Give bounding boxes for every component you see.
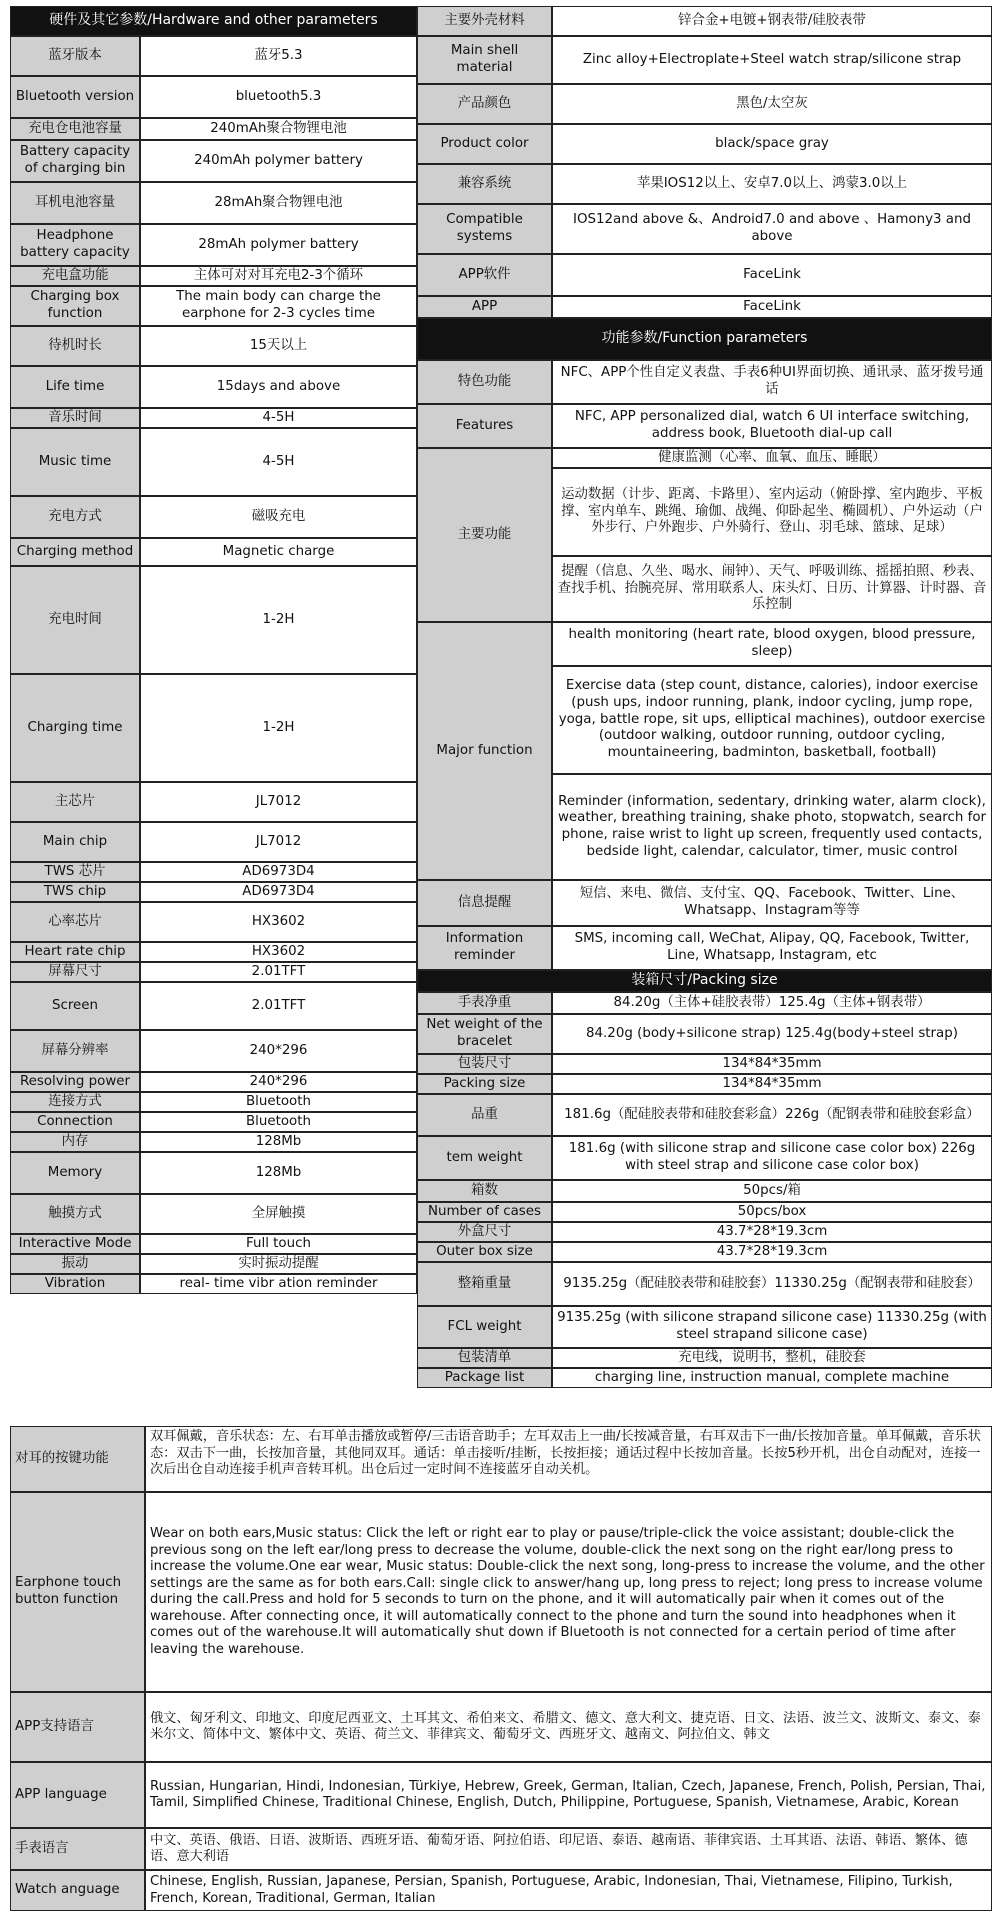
hw-label-23: Screen xyxy=(10,982,140,1030)
hw-label-32: 振动 xyxy=(10,1254,140,1274)
pack-label-12: 包装清单 xyxy=(417,1348,552,1368)
hw-label-6: 充电盒功能 xyxy=(10,266,140,286)
hw-label-12: 充电方式 xyxy=(10,496,140,538)
hw-label-10: 音乐时间 xyxy=(10,408,140,428)
hw-value-32: 实时振动提醒 xyxy=(140,1254,417,1274)
watch-language-value-en: Chinese, English, Russian, Japanese, Persian, Spanish, Portuguese, Arabic, Indonesian, Thai, Vietnamese, Filipino, Turkish, French, Korean, Traditional, German, Italian xyxy=(145,1870,992,1911)
watch-language-label-en: Watch anguage xyxy=(10,1870,145,1911)
pack-value-3: 134*84*35mm xyxy=(552,1074,992,1094)
hw-value-14: 1-2H xyxy=(140,566,417,674)
major-function-en-reminder: Reminder (information, sedentary, drinking water, alarm clock), weather, breathing training, shake photo, stopwatch, search for phone, raise wrist to light up screen, frequently used contacts, bedside light, calendar, calculator, timer, music control xyxy=(552,774,992,880)
hw-label-14: 充电时间 xyxy=(10,566,140,674)
major-function-en-health: health monitoring (heart rate, blood oxygen, blood pressure, sleep) xyxy=(552,622,992,666)
earphone-function-value-cn: 双耳佩戴，音乐状态：左、右耳单击播放或暂停/三击语音助手；左耳双击上一曲/长按减音量，右耳双击下一曲/长按加音量。单耳佩戴，音乐状态：双击下一曲，长按加音量，其他同双耳。通话：单击接听/挂断，长按拒接；通话过程中长按加音量。长按5秒开机，出仓自动配对，连接一次后出仓自动连接手机声音转耳机。出仓后过一定时间不连接蓝牙自动关机。 xyxy=(145,1426,992,1492)
hw-label-16: 主芯片 xyxy=(10,782,140,822)
pack-label-6: 箱数 xyxy=(417,1180,552,1202)
hw-label-22: 屏幕尺寸 xyxy=(10,962,140,982)
hw-value-30: 全屏触摸 xyxy=(140,1194,417,1234)
major-function-cn-sport: 运动数据（计步、距离、卡路里）、室内运动（俯卧撑、室内跑步、平板撑、室内单车、跳绳、瑜伽、战绳、仰卧起坐、椭圆机）、户外运动（户外步行、户外跑步、户外骑行、登山、羽毛球、篮球、足球） xyxy=(552,468,992,556)
hw-value-24: 240*296 xyxy=(140,1030,417,1072)
pack-label-9: Outer box size xyxy=(417,1242,552,1262)
earphone-function-value-en: Wear on both ears,Music status: Click the left or right ear to play or pause/triple-click the voice assistant; double-click the previous song on the left ear/long press to decrease the volume, double-click the next song on the right ear/long press to increase the volume.One ear wear, Music status: Double-click the next song, long-press to increase the volume, and the other settings are the same as for both ears.Call: single click to answer/hang up, long press to reject; long press to increase volume during the call.Press and hold for 5 seconds to turn on the phone, and it will automatically pair when it comes out of the warehouse. After connecting once, it will automatically connect to the phone and turn the sound into headphones when it comes out of the warehouse.It will automatically shut down if Bluetooth is not connected for a certain period of time after leaving the warehouse. xyxy=(145,1492,992,1692)
major-function-cn-health: 健康监测（心率、血氧、血压、睡眠） xyxy=(552,448,992,468)
hw-label-5: Headphone battery capacity xyxy=(10,224,140,266)
hw-label-3: Battery capacity of charging bin xyxy=(10,140,140,182)
hw-label-0: 蓝牙版本 xyxy=(10,36,140,76)
pack-label-8: 外盒尺寸 xyxy=(417,1222,552,1242)
compat-value-cn: 苹果IOS12以上、安卓7.0以上、鸿蒙3.0以上 xyxy=(552,164,992,204)
hw-label-4: 耳机电池容量 xyxy=(10,182,140,224)
app-language-value-en: Russian, Hungarian, Hindi, Indonesian, Türkiye, Hebrew, Greek, German, Italian, Czech, Japanese, French, Polish, Persian, Thai, Tamil, Simplified Chinese, Traditional Chinese, English, Dutch, Philippine, Portuguese, Spanish, Vietnamese, Arabic, Korean xyxy=(145,1762,992,1828)
hw-value-26: Bluetooth xyxy=(140,1092,417,1112)
hw-value-28: 128Mb xyxy=(140,1132,417,1152)
hw-value-29: 128Mb xyxy=(140,1152,417,1194)
hw-label-1: Bluetooth version xyxy=(10,76,140,118)
info-reminder-label-cn: 信息提醒 xyxy=(417,880,552,926)
hw-label-20: 心率芯片 xyxy=(10,902,140,942)
features-label-cn: 特色功能 xyxy=(417,360,552,404)
app-language-value-cn: 俄文、匈牙利文、印地文、印度尼西亚文、土耳其文、希伯来文、希腊文、德文、意大利文、捷克语、日文、法语、波兰文、波斯文、泰文、泰米尔文、简体中文、繁体中文、英语、荷兰文、菲律宾文、葡萄牙文、西班牙文、越南文、阿拉伯文、韩文 xyxy=(145,1692,992,1762)
hw-label-25: Resolving power xyxy=(10,1072,140,1092)
hw-value-1: bluetooth5.3 xyxy=(140,76,417,118)
earphone-function-label-en: Earphone touch button function xyxy=(10,1492,145,1692)
shell-material-label-cn: 主要外壳材料 xyxy=(417,6,552,36)
pack-value-0: 84.20g（主体+硅胶表带）125.4g（主体+钢表带） xyxy=(552,992,992,1014)
hw-label-33: Vibration xyxy=(10,1274,140,1294)
hw-value-17: JL7012 xyxy=(140,822,417,862)
hw-value-31: Full touch xyxy=(140,1234,417,1254)
hw-value-2: 240mAh聚合物锂电池 xyxy=(140,118,417,140)
pack-value-6: 50pcs/箱 xyxy=(552,1180,992,1202)
color-value-cn: 黑色/太空灰 xyxy=(552,84,992,124)
hw-label-27: Connection xyxy=(10,1112,140,1132)
features-value-en: NFC, APP personalized dial, watch 6 UI interface switching, address book, Bluetooth dial-up call xyxy=(552,404,992,448)
pack-label-4: 品重 xyxy=(417,1094,552,1136)
shell-material-value-en: Zinc alloy+Electroplate+Steel watch strap/silicone strap xyxy=(552,36,992,84)
app-value-cn: FaceLink xyxy=(552,254,992,296)
pack-value-2: 134*84*35mm xyxy=(552,1054,992,1074)
hw-label-7: Charging box function xyxy=(10,286,140,326)
color-label-cn: 产品颜色 xyxy=(417,84,552,124)
shell-material-label-en: Main shell material xyxy=(417,36,552,84)
app-value-en: FaceLink xyxy=(552,296,992,318)
info-reminder-value-cn: 短信、来电、微信、支付宝、QQ、Facebook、Twitter、Line、Whatsapp、Instagram等等 xyxy=(552,880,992,926)
hw-value-33: real- time vibr ation reminder xyxy=(140,1274,417,1294)
hw-value-9: 15days and above xyxy=(140,366,417,408)
color-label-en: Product color xyxy=(417,124,552,164)
app-label-en: APP xyxy=(417,296,552,318)
pack-value-5: 181.6g (with silicone strap and silicone case color box) 226g with steel strap and silicone case color box) xyxy=(552,1136,992,1180)
hw-value-8: 15天以上 xyxy=(140,326,417,366)
hw-value-20: HX3602 xyxy=(140,902,417,942)
function-section-header: 功能参数/Function parameters xyxy=(417,318,992,360)
hw-label-29: Memory xyxy=(10,1152,140,1194)
app-language-label-en: APP language xyxy=(10,1762,145,1828)
app-language-label-cn: APP支持语言 xyxy=(10,1692,145,1762)
pack-value-4: 181.6g（配硅胶表带和硅胶套彩盒）226g（配钢表带和硅胶套彩盒） xyxy=(552,1094,992,1136)
pack-label-11: FCL weight xyxy=(417,1306,552,1348)
pack-label-0: 手表净重 xyxy=(417,992,552,1014)
hw-value-19: AD6973D4 xyxy=(140,882,417,902)
pack-value-13: charging line, instruction manual, complete machine xyxy=(552,1368,992,1388)
hw-value-5: 28mAh polymer battery xyxy=(140,224,417,266)
hw-value-21: HX3602 xyxy=(140,942,417,962)
shell-material-value-cn: 锌合金+电镀+钢表带/硅胶表带 xyxy=(552,6,992,36)
info-reminder-value-en: SMS, incoming call, WeChat, Alipay, QQ, Facebook, Twitter, Line, Whatsapp, Instagram, etc xyxy=(552,926,992,970)
hw-label-24: 屏幕分辨率 xyxy=(10,1030,140,1072)
hw-value-22: 2.01TFT xyxy=(140,962,417,982)
hw-label-28: 内存 xyxy=(10,1132,140,1152)
hw-value-18: AD6973D4 xyxy=(140,862,417,882)
hw-value-11: 4-5H xyxy=(140,428,417,496)
pack-value-7: 50pcs/box xyxy=(552,1202,992,1222)
hw-label-31: Interactive Mode xyxy=(10,1234,140,1254)
hw-value-10: 4-5H xyxy=(140,408,417,428)
hw-value-13: Magnetic charge xyxy=(140,538,417,566)
hw-label-13: Charging method xyxy=(10,538,140,566)
watch-language-label-cn: 手表语言 xyxy=(10,1828,145,1870)
pack-label-10: 整箱重量 xyxy=(417,1262,552,1306)
hw-value-4: 28mAh聚合物锂电池 xyxy=(140,182,417,224)
pack-label-7: Number of cases xyxy=(417,1202,552,1222)
hw-value-16: JL7012 xyxy=(140,782,417,822)
hardware-section-header: 硬件及其它参数/Hardware and other parameters xyxy=(10,6,417,36)
hw-label-30: 触摸方式 xyxy=(10,1194,140,1234)
pack-label-3: Packing size xyxy=(417,1074,552,1094)
hw-label-19: TWS chip xyxy=(10,882,140,902)
color-value-en: black/space gray xyxy=(552,124,992,164)
spec-sheet xyxy=(10,6,992,1911)
hw-label-17: Main chip xyxy=(10,822,140,862)
pack-value-11: 9135.25g (with silicone strapand silicone case) 11330.25g (with steel strapand silicone case) xyxy=(552,1306,992,1348)
hw-value-6: 主体可对对耳充电2-3个循环 xyxy=(140,266,417,286)
hw-label-9: Life time xyxy=(10,366,140,408)
compat-value-en: IOS12and above &、Android7.0 and above 、Hamony3 and above xyxy=(552,204,992,254)
hw-label-18: TWS 芯片 xyxy=(10,862,140,882)
major-function-en-sport: Exercise data (step count, distance, calories), indoor exercise (push ups, indoor running, plank, indoor cycling, jump rope, yoga, battle rope, sit ups, elliptical machines), outdoor exercise (outdoor walking, outdoor running, outdoor cycling, mountaineering, badminton, basketball, football) xyxy=(552,666,992,774)
major-function-label-cn: 主要功能 xyxy=(417,448,552,622)
pack-label-2: 包装尺寸 xyxy=(417,1054,552,1074)
major-function-label-en: Major function xyxy=(417,622,552,880)
pack-label-1: Net weight of the bracelet xyxy=(417,1014,552,1054)
hw-value-27: Bluetooth xyxy=(140,1112,417,1132)
earphone-function-label-cn: 对耳的按键功能 xyxy=(10,1426,145,1492)
compat-label-cn: 兼容系统 xyxy=(417,164,552,204)
hw-value-25: 240*296 xyxy=(140,1072,417,1092)
pack-label-13: Package list xyxy=(417,1368,552,1388)
watch-language-value-cn: 中文、英语、俄语、日语、波斯语、西班牙语、葡萄牙语、阿拉伯语、印尼语、泰语、越南语、菲律宾语、土耳其语、法语、韩语、繁体、德语、意大利语 xyxy=(145,1828,992,1870)
app-label-cn: APP软件 xyxy=(417,254,552,296)
hw-label-8: 待机时长 xyxy=(10,326,140,366)
hw-label-26: 连接方式 xyxy=(10,1092,140,1112)
hw-value-0: 蓝牙5.3 xyxy=(140,36,417,76)
hw-label-21: Heart rate chip xyxy=(10,942,140,962)
pack-value-1: 84.20g (body+silicone strap) 125.4g(body+steel strap) xyxy=(552,1014,992,1054)
features-label-en: Features xyxy=(417,404,552,448)
features-value-cn: NFC、APP个性自定义表盘、手表6种UI界面切换、通讯录、蓝牙拨号通话 xyxy=(552,360,992,404)
hw-label-15: Charging time xyxy=(10,674,140,782)
info-reminder-label-en: Information reminder xyxy=(417,926,552,970)
compat-label-en: Compatible systems xyxy=(417,204,552,254)
hw-value-7: The main body can charge the earphone for 2-3 cycles time xyxy=(140,286,417,326)
packing-section-header: 装箱尺寸/Packing size xyxy=(417,970,992,992)
hw-value-12: 磁吸充电 xyxy=(140,496,417,538)
hw-value-15: 1-2H xyxy=(140,674,417,782)
pack-value-8: 43.7*28*19.3cm xyxy=(552,1222,992,1242)
pack-value-12: 充电线，说明书，整机，硅胶套 xyxy=(552,1348,992,1368)
hw-label-2: 充电仓电池容量 xyxy=(10,118,140,140)
pack-label-5: tem weight xyxy=(417,1136,552,1180)
hw-value-3: 240mAh polymer battery xyxy=(140,140,417,182)
pack-value-10: 9135.25g（配硅胶表带和硅胶套）11330.25g（配钢表带和硅胶套） xyxy=(552,1262,992,1306)
hw-label-11: Music time xyxy=(10,428,140,496)
major-function-cn-reminder: 提醒（信息、久坐、喝水、闹钟）、天气、呼吸训练、摇摇拍照、秒表、查找手机、抬腕亮屏、常用联系人、床头灯、日历、计算器、计时器、音乐控制 xyxy=(552,556,992,622)
pack-value-9: 43.7*28*19.3cm xyxy=(552,1242,992,1262)
hw-value-23: 2.01TFT xyxy=(140,982,417,1030)
